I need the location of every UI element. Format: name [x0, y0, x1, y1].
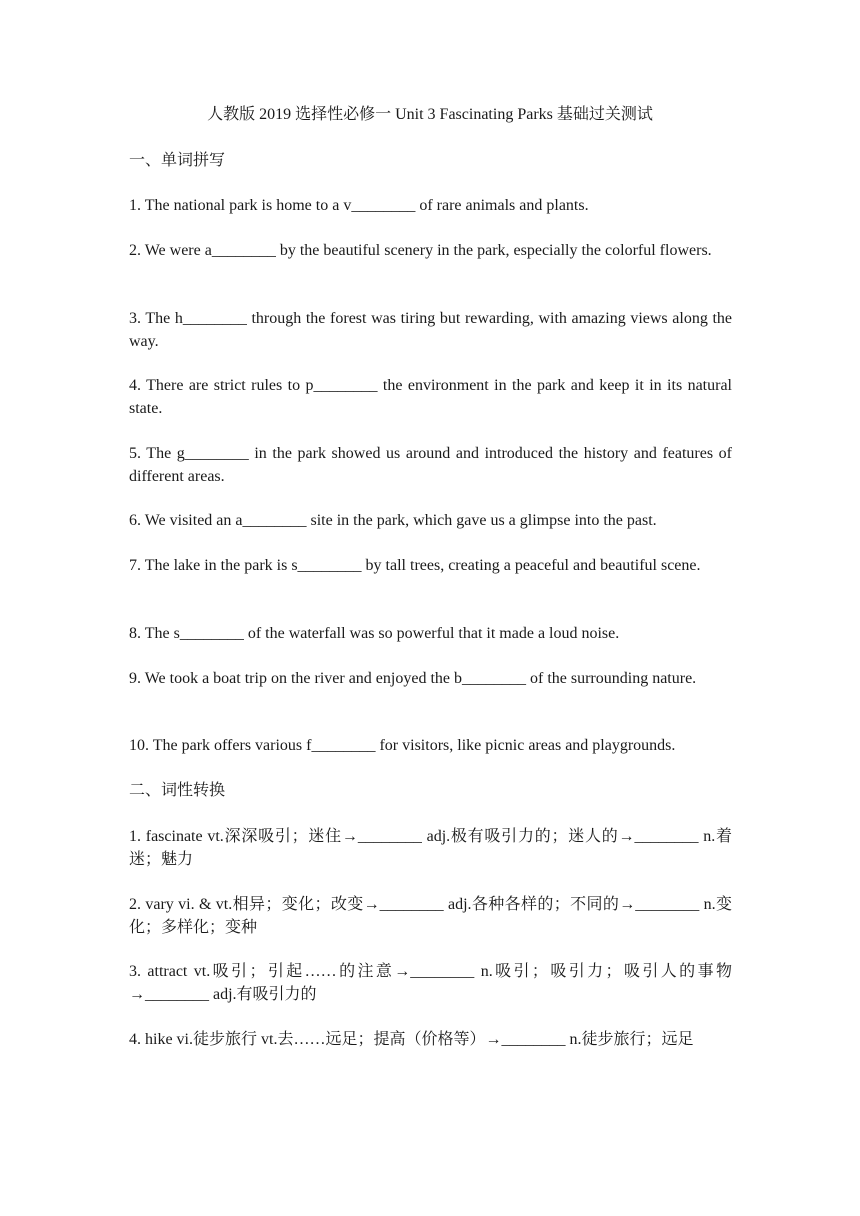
- spelling-question-5: 5. The g________ in the park showed us around and introduced the history and features of different areas.: [129, 445, 732, 485]
- spelling-question-7: 7. The lake in the park is s________ by tall trees, creating a peaceful and beautiful scene.: [129, 557, 701, 574]
- document-title: 人教版 2019 选择性必修一 Unit 3 Fascinating Parks 基础过关测试: [207, 106, 653, 123]
- section-heading-word-forms: 二、词性转换: [129, 782, 226, 799]
- spelling-question-2: 2. We were a________ by the beautiful scenery in the park, especially the colorful flowers.: [129, 242, 712, 259]
- spelling-question-1: 1. The national park is home to a v________ of rare animals and plants.: [129, 197, 589, 214]
- word-form-question-4: 4. hike vi.徒步旅行 vt.去……远足；提高（价格等）→________ n.徒步旅行；远足: [129, 1031, 694, 1048]
- spelling-question-3: 3. The h________ through the forest was tiring but rewarding, with amazing views along the way.: [129, 310, 732, 350]
- spelling-question-4: 4. There are strict rules to p________ the environment in the park and keep it in its natural state.: [129, 377, 732, 417]
- spelling-question-6: 6. We visited an a________ site in the park, which gave us a glimpse into the past.: [129, 512, 657, 529]
- spelling-question-9: 9. We took a boat trip on the river and enjoyed the b________ of the surrounding nature.: [129, 670, 697, 687]
- word-form-question-3: 3. attract vt.吸引；引起……的注意→________ n.吸引；吸引力；吸引人的事物→________ adj.有吸引力的: [129, 963, 732, 1003]
- section-heading-spelling: 一、单词拼写: [129, 152, 226, 169]
- spelling-question-8: 8. The s________ of the waterfall was so powerful that it made a loud noise.: [129, 625, 620, 642]
- word-form-question-1: 1. fascinate vt.深深吸引；迷住→________ adj.极有吸引力的；迷人的→________ n.着迷；魅力: [129, 828, 732, 868]
- spelling-question-10: 10. The park offers various f________ for visitors, like picnic areas and playgrounds.: [129, 737, 676, 754]
- word-form-question-2: 2. vary vi. & vt.相异；变化；改变→________ adj.各种各样的；不同的→________ n.变化；多样化；变种: [129, 896, 732, 936]
